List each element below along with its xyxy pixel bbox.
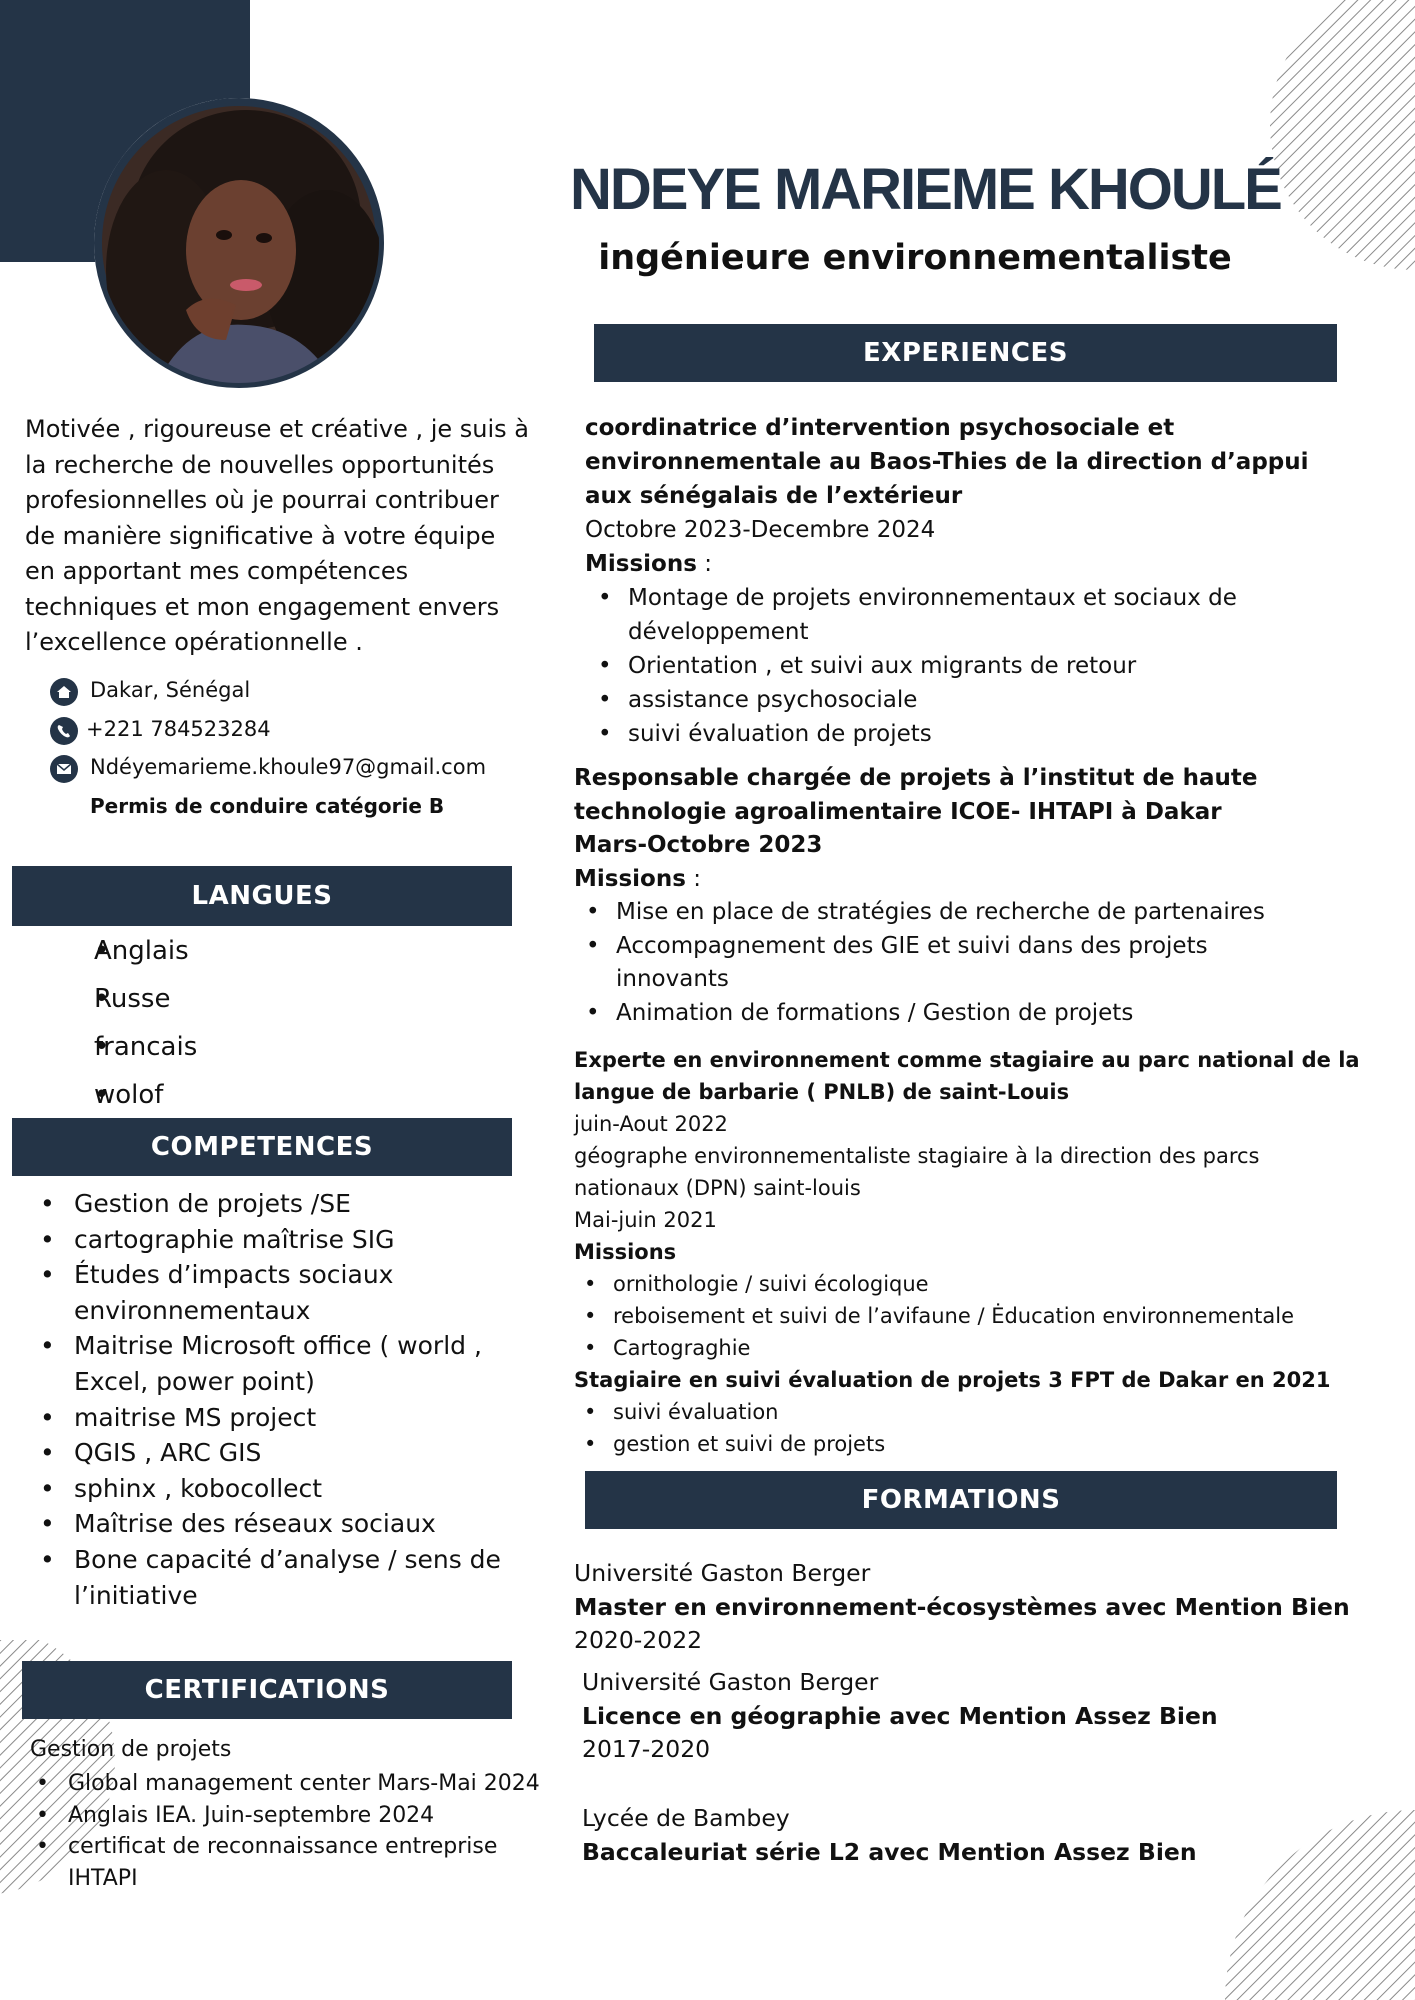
job-title-line: Responsable chargée de projets à l’institut de haute — [574, 765, 1258, 791]
hatched-circle-bottom-right — [1225, 1795, 1415, 2000]
hatched-circle-top-right — [1268, 0, 1415, 270]
summary-line: de manière significative à votre équipe — [25, 521, 496, 550]
list-item: • Global management center Mars-Mai 2024 — [36, 1771, 540, 1796]
email-text: Ndéyemarieme.khoule97@gmail.com — [90, 755, 487, 779]
degree-name: Baccaleuriat série L2 avec Mention Assez Bien — [582, 1837, 1197, 1866]
mission-label: Orientation , et suivi aux migrants de retour — [628, 653, 1137, 679]
list-item: • ornithologie / suivi écologique — [584, 1272, 929, 1296]
skill-label: QGIS , ARC GIS — [74, 1438, 262, 1468]
job-dates: Mars-Octobre 2023 — [574, 832, 823, 858]
job-dates: Octobre 2023-Decembre 2024 — [585, 517, 936, 543]
job-title-line: technologie agroalimentaire ICOE- IHTAPI à Dakar — [574, 798, 1222, 825]
job-dates: Mai-juin 2021 — [574, 1208, 717, 1232]
missions-label: Missions — [574, 1240, 677, 1264]
list-item: • Anglais IEA. Juin-septembre 2024 — [36, 1802, 435, 1828]
list-item: • Cartograghie — [584, 1336, 751, 1360]
job-title-line: Experte en environnement comme stagiaire au parc national de la — [574, 1048, 1360, 1072]
job-title-line: langue de barbarie ( PNLB) de saint-Louis — [574, 1080, 1070, 1104]
list-item: • certificat de reconnaissance entreprise — [36, 1834, 498, 1859]
degree-years: 2020-2022 — [574, 1626, 703, 1654]
mission-label: reboisement et suivi de l’avifaune / Ėducation environnementale — [613, 1304, 1295, 1328]
summary-line: en apportant mes compétences — [25, 557, 409, 585]
skills-list — [40, 1186, 501, 1613]
list-item: • Gestion de projets /SE — [40, 1189, 351, 1218]
mission-label: ornithologie / suivi écologique — [613, 1272, 929, 1296]
list-item: • Mise en place de stratégies de recherche de partenaires — [586, 899, 1265, 925]
certification-label: certificat de reconnaissance entreprise — [68, 1834, 498, 1859]
summary-line: Motivée , rigoureuse et créative , je suis à — [25, 415, 529, 443]
list-item: • cartographie maîtrise SIG — [40, 1224, 395, 1254]
list-item-continuation: innovants — [616, 966, 729, 992]
language-label: Anglais — [94, 936, 189, 966]
phone-text: +221 784523284 — [86, 717, 271, 741]
list-item: • suivi évaluation — [584, 1400, 779, 1424]
education-entry-3 — [582, 1802, 1197, 1869]
missions-heading — [574, 863, 1265, 897]
list-item — [60, 1032, 197, 1080]
list-item-continuation: Excel, power point) — [74, 1366, 315, 1396]
list-item-continuation: développement — [628, 619, 809, 645]
list-item: • QGIS , ARC GIS — [40, 1438, 262, 1468]
missions-label: Missions — [574, 865, 686, 892]
skill-label: maitrise MS project — [74, 1402, 317, 1432]
mission-label: Cartograghie — [613, 1336, 751, 1360]
list-item: • Bone capacité d’analyse / sens de — [40, 1544, 501, 1574]
language-label: wolof — [94, 1080, 164, 1110]
mission-label: gestion et suivi de projets — [613, 1432, 886, 1456]
list-item-continuation: IHTAPI — [68, 1865, 138, 1891]
list-item: • Études d’impacts sociaux — [40, 1260, 394, 1290]
language-label: francais — [94, 1032, 198, 1062]
certifications-intro: Gestion de projets — [30, 1737, 232, 1762]
list-item — [60, 984, 197, 1032]
summary-line: la recherche de nouvelles opportunités — [25, 450, 495, 479]
candidate-name: NDEYE MARIEME KHOULÉ — [570, 157, 1281, 222]
degree-name: Licence en géographie avec Mention Assez Bien — [582, 1701, 1218, 1730]
missions-colon: : — [685, 865, 701, 892]
certification-label: Anglais IEA. Juin-septembre 2024 — [68, 1802, 435, 1828]
job-subtitle-line: géographe environnementaliste stagiaire à la direction des parcs — [574, 1144, 1260, 1168]
section-header-education: FORMATIONS — [585, 1471, 1337, 1529]
education-entry-2 — [582, 1666, 1218, 1767]
mission-label: assistance psychosociale — [628, 687, 918, 713]
list-item — [60, 936, 197, 984]
list-item: • sphinx , kobocollect — [40, 1473, 323, 1503]
list-item: • suivi évaluation de projets — [598, 721, 932, 747]
experience-entry-3 — [574, 1044, 1360, 1460]
job-title: ingénieure environnementaliste — [598, 238, 1232, 278]
profile-summary — [25, 412, 565, 661]
section-header-languages: LANGUES — [12, 866, 512, 926]
school-name: Lycée de Bambey — [582, 1804, 790, 1832]
school-name: Université Gaston Berger — [574, 1559, 871, 1587]
mission-label: Animation de formations / Gestion de projets — [616, 999, 1134, 1026]
location-text: Dakar, Sénégal — [90, 678, 251, 702]
mission-label: Mise en place de stratégies de recherche de partenaires — [616, 899, 1265, 925]
list-item: • Montage de projets environnementaux et sociaux de — [598, 585, 1237, 611]
mission-label: Accompagnement des GIE et suivi dans des projets — [616, 932, 1208, 959]
list-item-continuation: environnementaux — [74, 1295, 311, 1325]
job-title-line: Stagiaire en suivi évaluation de projets 3 FPT de Dakar en 2021 — [574, 1368, 1331, 1392]
degree-years: 2017-2020 — [582, 1735, 711, 1763]
skill-label: Gestion de projets /SE — [74, 1189, 351, 1218]
job-title-line: coordinatrice d’intervention psychosociale et — [585, 415, 1175, 441]
job-subtitle-line: nationaux (DPN) saint-louis — [574, 1176, 861, 1200]
list-item: • Maîtrise des réseaux sociaux — [40, 1509, 436, 1539]
job-title-line: aux sénégalais de l’extérieur — [585, 483, 963, 509]
skill-label: Maîtrise des réseaux sociaux — [74, 1509, 436, 1539]
list-item: • gestion et suivi de projets — [584, 1432, 886, 1456]
list-item: • assistance psychosociale — [598, 687, 918, 713]
phone-icon — [50, 717, 78, 745]
list-item-continuation: l’initiative — [74, 1580, 198, 1610]
skill-label: cartographie maîtrise SIG — [74, 1224, 395, 1254]
profile-photo-border — [94, 98, 384, 388]
job-dates: juin-Aout 2022 — [574, 1112, 728, 1136]
list-item: • Animation de formations / Gestion de projets — [586, 999, 1134, 1026]
list-item: • Accompagnement des GIE et suivi dans des projets — [586, 932, 1208, 959]
skill-label: Maitrise Microsoft office ( world , — [74, 1331, 482, 1361]
certifications-list — [36, 1768, 540, 1894]
home-icon — [50, 678, 78, 706]
mission-label: Montage de projets environnementaux et sociaux de — [628, 585, 1237, 611]
missions-label: Missions — [585, 551, 697, 577]
school-name: Université Gaston Berger — [582, 1668, 879, 1696]
skill-label: Études d’impacts sociaux — [74, 1260, 394, 1290]
summary-line: techniques et mon engagement envers — [25, 592, 500, 621]
section-header-skills: COMPETENCES — [12, 1118, 512, 1176]
mail-icon — [50, 755, 78, 783]
missions-heading — [585, 547, 1309, 581]
job-title-line: environnementale au Baos-Thies de la direction d’appui — [585, 449, 1309, 475]
mission-label: suivi évaluation — [613, 1400, 779, 1424]
skill-label: sphinx , kobocollect — [74, 1473, 323, 1503]
languages-list — [60, 936, 197, 1128]
experience-entry-1 — [585, 411, 1309, 751]
skill-label: Bone capacité d’analyse / sens de — [74, 1544, 501, 1574]
language-label: Russe — [94, 984, 171, 1014]
summary-line: l’excellence opérationnelle . — [25, 628, 363, 656]
summary-line: profesionnelles où je pourrai contribuer — [25, 486, 499, 514]
missions-colon: : — [696, 551, 712, 577]
mission-label: suivi évaluation de projets — [628, 721, 932, 747]
list-item: • Maitrise Microsoft office ( world , — [40, 1331, 482, 1361]
driving-license: Permis de conduire catégorie B — [90, 794, 445, 818]
experience-entry-2 — [574, 762, 1265, 1030]
section-header-certifications: CERTIFICATIONS — [22, 1661, 512, 1719]
list-item: • maitrise MS project — [40, 1402, 317, 1432]
education-entry-1 — [574, 1557, 1350, 1658]
certification-label: Global management center Mars-Mai 2024 — [68, 1771, 540, 1796]
list-item: • reboisement et suivi de l’avifaune / Ėducation environnementale — [584, 1304, 1295, 1328]
section-header-experiences: EXPERIENCES — [594, 324, 1337, 382]
degree-name: Master en environnement-écosystèmes avec Mention Bien — [574, 1592, 1350, 1621]
list-item: • Orientation , et suivi aux migrants de retour — [598, 653, 1137, 679]
